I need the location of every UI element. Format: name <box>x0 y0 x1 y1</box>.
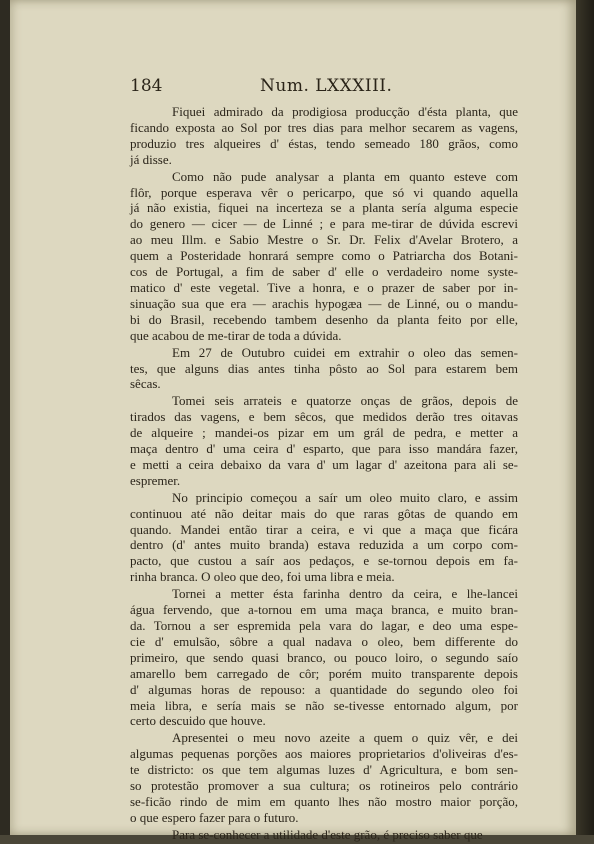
paragraph <box>130 104 518 168</box>
text-line: quem a Posteridade honrará sempre como o Patriarcha dos Botani- <box>130 248 518 264</box>
paragraph <box>130 169 518 344</box>
text-line: Apresentei o meu novo azeite a quem o quiz vêr, e dei <box>172 730 518 746</box>
text-line: te districto: os que tem algumas luzes d' Agricultura, e bom sen- <box>130 762 518 778</box>
text-line: continuou até não deitar mais do que raras gôtas de quando em <box>130 505 518 521</box>
text-line: Tornei a metter ésta farinha dentro da ceira, e lhe-lancei <box>172 586 518 602</box>
text-line: Fiquei admirado da prodigiosa producção d'ésta planta, que <box>172 104 518 119</box>
text-line: Como não pude analysar a planta em quanto esteve com <box>172 168 518 184</box>
text-line: que acabou de me-tirar de toda a dúvida. <box>130 327 342 343</box>
text-line: tes, que alguns dias antes tinha pôsto ao Sol para estarem bem <box>130 360 518 376</box>
text-line: já disse. <box>130 151 172 167</box>
paragraph <box>130 490 518 585</box>
text-line: so protestão promover a sua cultura; os rotineiros pelo contrário <box>130 778 518 794</box>
body-text <box>130 104 518 844</box>
text-line: primeiro, que sendo quasi branco, ou pouco loiro, o segundo saío <box>130 649 518 665</box>
text-line: produzio tres alqueires d' éstas, tendo semeado 180 grãos, como <box>130 135 518 151</box>
text-line: quando. Mandei então tirar a ceira, e vi que a maça que ficára <box>130 521 518 537</box>
text-line: Em 27 de Outubro cuidei em extrahir o oleo das semen- <box>172 344 518 360</box>
running-title: Num. LXXXIII. <box>260 76 393 96</box>
text-line: de alqueire ; mandei-os pizar em um grál de pedra, e metter a <box>130 425 518 441</box>
paragraph <box>130 586 518 729</box>
text-line: da. Tornou a ser espremida pela vara do lagar, e deo uma espe- <box>130 618 518 633</box>
text-line: se-ficão rindo de mim em quanto lhes não mostro maior porção, <box>130 793 518 809</box>
text-line: sinuação sua que era — arachis hypogæa — de Linné, ou o mandu- <box>130 295 518 311</box>
page-header <box>130 76 520 102</box>
page-gutter-edge <box>576 0 594 835</box>
paragraph <box>130 345 518 393</box>
text-line: amarello bem carregado de côr; porém muito transparente depois <box>130 665 518 681</box>
text-line: dentro (d' antes muito branda) estava reduzida a um corpo com- <box>130 537 518 553</box>
text-line: cos de Portugal, a fim de saber d' elle o verdadeiro nome syste- <box>130 264 518 280</box>
text-line: Tomei seis arrateis e quatorze onças de grãos, depois de <box>172 393 518 409</box>
text-line: cie d' emulsão, sôbre a qual nadava o oleo, bem differente do <box>130 633 518 649</box>
text-line: e metti a ceira debaixo da vara d' um lagar d' azeitona para ali se- <box>130 456 518 472</box>
text-line: pacto, que custou a saír aos pedaços, e se-tornou depois em fa- <box>130 553 518 569</box>
text-line: água fervendo, que a-tornou em uma maça branca, e muito bran- <box>130 602 518 618</box>
text-line: bi do Brasil, recebendo tambem desenho da planta feito por elle, <box>130 311 518 327</box>
text-line: tirados das vagens, e bem sêcos, que medidos derão tres oitavas <box>130 409 518 425</box>
text-line: já não existia, fiquei na incerteza se a planta sería alguma especie <box>130 200 518 216</box>
text-line: maça dentro d' uma ceira d' esparto, que para isso mandára fazer, <box>130 441 518 457</box>
text-line: meia libra, e sería mais se não se-tivesse entornado algum, por <box>130 697 518 713</box>
text-line: algumas pequenas porções aos maiores proprietarios d'oliveiras d'es- <box>130 746 518 762</box>
text-line: rinha branca. O oleo que deo, foi uma libra e meia. <box>130 569 395 585</box>
paragraph <box>130 393 518 488</box>
text-line: d' algumas horas de repouso: a quantidade do segundo oleo foi <box>130 681 518 697</box>
text-line: ao meu Illm. e Sabio Mestre o Sr. Dr. Felix d'Avelar Brotero, a <box>130 232 518 248</box>
text-line: matico d' este vegetal. Tive a honra, e o prazer de saber por in- <box>130 279 518 295</box>
text-line: ficando exposta ao Sol por tres dias para melhor secarem as vagens, <box>130 119 518 135</box>
text-line: Para se-conhecer a utilidade d'este grão, é preciso saber que <box>172 826 483 842</box>
page-number: 184 <box>130 76 163 96</box>
text-line: espremer. <box>130 472 181 488</box>
text-line: do genero — cicer — de Linné ; e para me-tirar de dúvida escrevi <box>130 216 518 232</box>
text-line: No principio começou a saír um oleo muito claro, e assim <box>172 489 518 505</box>
text-line: o que espero fazer para o futuro. <box>130 809 299 825</box>
text-line: sêcas. <box>130 376 161 392</box>
paragraph <box>130 730 518 825</box>
text-line: certo descuido que houve. <box>130 713 266 729</box>
text-line: flôr, porque esperava vêr o pericarpo, que só vi quando aquella <box>130 184 518 200</box>
